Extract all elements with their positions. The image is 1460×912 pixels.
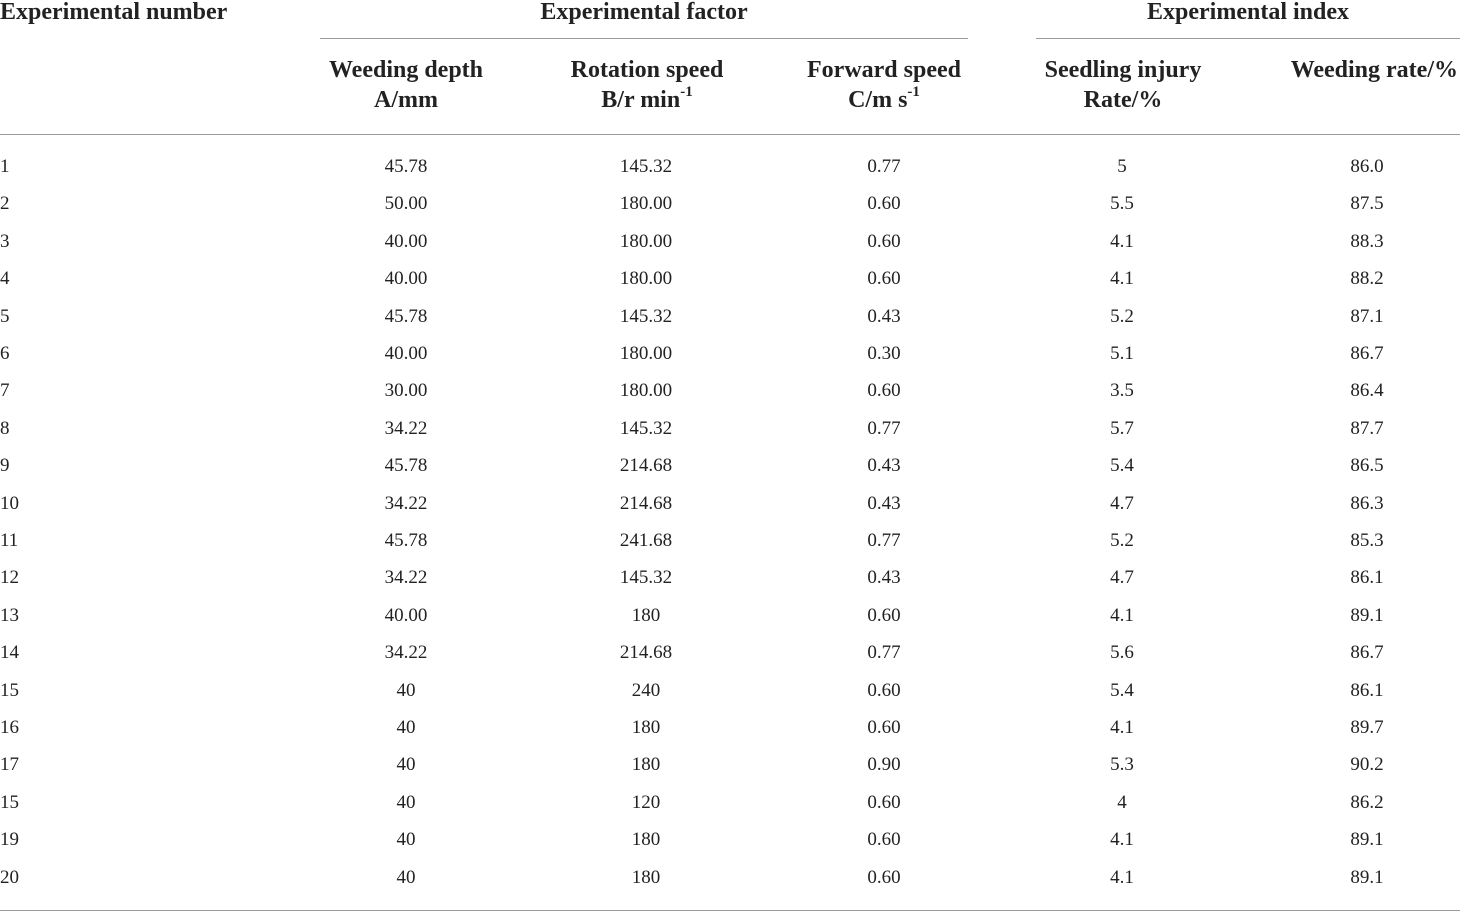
cell-weeding-rate: 86.1 [1350, 680, 1384, 701]
cell-rotation-speed: 180 [631, 829, 661, 850]
bottom-rule [0, 910, 1460, 911]
cell-exp-number: 6 [0, 343, 10, 364]
header-seedling-injury [1026, 55, 1220, 115]
cell-weeding-depth: 34.22 [384, 418, 428, 439]
cell-weeding-rate: 89.1 [1350, 605, 1384, 626]
cell-forward-speed: 0.90 [867, 754, 901, 775]
cell-exp-number: 15 [0, 680, 19, 701]
cell-forward-speed: 0.30 [867, 343, 901, 364]
cell-weeding-rate: 89.1 [1350, 829, 1384, 850]
header-experimental-index: Experimental index [1147, 0, 1349, 25]
cell-weeding-depth: 40.00 [384, 343, 428, 364]
index-group-rule [1036, 38, 1460, 39]
cell-seedling-injury: 5.4 [1110, 680, 1134, 701]
cell-forward-speed: 0.77 [867, 418, 901, 439]
cell-forward-speed: 0.43 [867, 493, 901, 514]
cell-seedling-injury: 5.6 [1110, 642, 1134, 663]
cell-weeding-depth: 45.78 [384, 306, 428, 327]
cell-rotation-speed: 214.68 [619, 642, 673, 663]
cell-exp-number: 3 [0, 231, 10, 252]
cell-weeding-depth: 40 [396, 754, 416, 775]
factor-group-rule [320, 38, 968, 39]
header-rotation-speed-line2 [550, 85, 744, 115]
cell-exp-number: 5 [0, 306, 10, 327]
cell-rotation-speed: 214.68 [619, 455, 673, 476]
cell-weeding-rate: 86.4 [1350, 380, 1384, 401]
cell-rotation-speed: 240 [631, 680, 661, 701]
cell-weeding-depth: 40.00 [384, 231, 428, 252]
cell-weeding-depth: 50.00 [384, 193, 428, 214]
cell-seedling-injury: 5.2 [1110, 306, 1134, 327]
cell-weeding-depth: 40 [396, 829, 416, 850]
cell-rotation-speed: 145.32 [619, 156, 673, 177]
header-rotation-speed-line1: Rotation speed [570, 57, 724, 83]
cell-seedling-injury: 4.1 [1110, 268, 1134, 289]
cell-exp-number: 20 [0, 867, 19, 888]
cell-forward-speed: 0.60 [867, 193, 901, 214]
header-seedling-injury-line2: Rate/% [1083, 87, 1163, 113]
cell-seedling-injury: 4.1 [1110, 867, 1134, 888]
cell-seedling-injury: 4.7 [1110, 567, 1134, 588]
header-rotation-speed-exponent: -1 [680, 84, 693, 100]
cell-rotation-speed: 180 [631, 754, 661, 775]
cell-weeding-rate: 86.3 [1350, 493, 1384, 514]
cell-weeding-rate: 86.7 [1350, 642, 1384, 663]
cell-exp-number: 15 [0, 792, 19, 813]
cell-exp-number: 13 [0, 605, 19, 626]
cell-forward-speed: 0.60 [867, 792, 901, 813]
cell-weeding-depth: 45.78 [384, 530, 428, 551]
cell-seedling-injury: 5.4 [1110, 455, 1134, 476]
header-weeding-depth [314, 55, 498, 115]
cell-forward-speed: 0.60 [867, 829, 901, 850]
cell-weeding-depth: 45.78 [384, 455, 428, 476]
cell-rotation-speed: 180.00 [619, 268, 673, 289]
cell-rotation-speed: 180 [631, 605, 661, 626]
cell-forward-speed: 0.77 [867, 530, 901, 551]
cell-weeding-depth: 30.00 [384, 380, 428, 401]
cell-seedling-injury: 5 [1117, 156, 1127, 177]
cell-rotation-speed: 180.00 [619, 193, 673, 214]
cell-rotation-speed: 241.68 [619, 530, 673, 551]
cell-weeding-rate: 88.3 [1350, 231, 1384, 252]
cell-seedling-injury: 5.3 [1110, 754, 1134, 775]
cell-exp-number: 17 [0, 754, 19, 775]
cell-seedling-injury: 5.2 [1110, 530, 1134, 551]
cell-rotation-speed: 214.68 [619, 493, 673, 514]
cell-seedling-injury: 4.7 [1110, 493, 1134, 514]
cell-rotation-speed: 180 [631, 867, 661, 888]
header-forward-speed-line2 [794, 85, 974, 115]
cell-rotation-speed: 145.32 [619, 418, 673, 439]
cell-forward-speed: 0.60 [867, 268, 901, 289]
cell-weeding-depth: 34.22 [384, 642, 428, 663]
cell-forward-speed: 0.60 [867, 717, 901, 738]
cell-weeding-rate: 87.1 [1350, 306, 1384, 327]
cell-weeding-depth: 34.22 [384, 567, 428, 588]
cell-weeding-rate: 87.7 [1350, 418, 1384, 439]
cell-seedling-injury: 4.1 [1110, 231, 1134, 252]
header-weeding-depth-line1: Weeding depth [328, 57, 484, 83]
cell-rotation-speed: 120 [631, 792, 661, 813]
cell-weeding-depth: 40.00 [384, 268, 428, 289]
cell-weeding-depth: 40.00 [384, 605, 428, 626]
cell-weeding-depth: 40 [396, 680, 416, 701]
cell-forward-speed: 0.77 [867, 642, 901, 663]
cell-weeding-depth: 40 [396, 717, 416, 738]
cell-seedling-injury: 3.5 [1110, 380, 1134, 401]
cell-exp-number: 8 [0, 418, 10, 439]
header-rule [0, 134, 1460, 135]
cell-weeding-depth: 40 [396, 792, 416, 813]
header-seedling-injury-line1: Seedling injury [1044, 57, 1202, 83]
cell-rotation-speed: 145.32 [619, 567, 673, 588]
cell-seedling-injury: 5.5 [1110, 193, 1134, 214]
cell-forward-speed: 0.43 [867, 567, 901, 588]
cell-weeding-rate: 90.2 [1350, 754, 1384, 775]
cell-weeding-rate: 88.2 [1350, 268, 1384, 289]
cell-seedling-injury: 4.1 [1110, 829, 1134, 850]
header-forward-speed-unit: C/m s [848, 87, 908, 113]
cell-forward-speed: 0.60 [867, 867, 901, 888]
cell-forward-speed: 0.60 [867, 380, 901, 401]
cell-rotation-speed: 180.00 [619, 343, 673, 364]
cell-weeding-rate: 86.5 [1350, 455, 1384, 476]
cell-exp-number: 9 [0, 455, 10, 476]
header-rotation-speed [550, 55, 744, 115]
cell-forward-speed: 0.43 [867, 306, 901, 327]
cell-seedling-injury: 5.7 [1110, 418, 1134, 439]
cell-rotation-speed: 180 [631, 717, 661, 738]
cell-exp-number: 2 [0, 193, 10, 214]
cell-forward-speed: 0.77 [867, 156, 901, 177]
header-experimental-number: Experimental number [0, 0, 228, 25]
cell-forward-speed: 0.60 [867, 680, 901, 701]
cell-exp-number: 4 [0, 268, 10, 289]
cell-weeding-rate: 86.0 [1350, 156, 1384, 177]
cell-exp-number: 16 [0, 717, 19, 738]
cell-weeding-depth: 34.22 [384, 493, 428, 514]
cell-rotation-speed: 145.32 [619, 306, 673, 327]
header-forward-speed [794, 55, 974, 115]
cell-seedling-injury: 4 [1117, 792, 1127, 813]
cell-seedling-injury: 4.1 [1110, 717, 1134, 738]
cell-weeding-depth: 45.78 [384, 156, 428, 177]
cell-exp-number: 12 [0, 567, 19, 588]
cell-forward-speed: 0.60 [867, 605, 901, 626]
cell-exp-number: 11 [0, 530, 19, 551]
header-forward-speed-line1: Forward speed [807, 57, 961, 83]
cell-seedling-injury: 5.1 [1110, 343, 1134, 364]
header-experimental-factor: Experimental factor [540, 0, 748, 25]
cell-weeding-rate: 87.5 [1350, 193, 1384, 214]
cell-weeding-rate: 86.2 [1350, 792, 1384, 813]
cell-weeding-rate: 89.1 [1350, 867, 1384, 888]
cell-exp-number: 19 [0, 829, 19, 850]
cell-weeding-rate: 85.3 [1350, 530, 1384, 551]
cell-rotation-speed: 180.00 [619, 380, 673, 401]
header-rotation-speed-unit: B/r min [601, 87, 681, 113]
header-weeding-rate: Weeding rate/% [1290, 57, 1458, 83]
cell-weeding-depth: 40 [396, 867, 416, 888]
cell-weeding-rate: 89.7 [1350, 717, 1384, 738]
cell-exp-number: 1 [0, 156, 10, 177]
cell-seedling-injury: 4.1 [1110, 605, 1134, 626]
cell-forward-speed: 0.43 [867, 455, 901, 476]
header-weeding-depth-line2: A/mm [374, 87, 438, 113]
cell-exp-number: 14 [0, 642, 19, 663]
cell-weeding-rate: 86.1 [1350, 567, 1384, 588]
cell-exp-number: 10 [0, 493, 19, 514]
header-forward-speed-exponent: -1 [907, 84, 920, 100]
cell-forward-speed: 0.60 [867, 231, 901, 252]
cell-weeding-rate: 86.7 [1350, 343, 1384, 364]
cell-rotation-speed: 180.00 [619, 231, 673, 252]
cell-exp-number: 7 [0, 380, 10, 401]
